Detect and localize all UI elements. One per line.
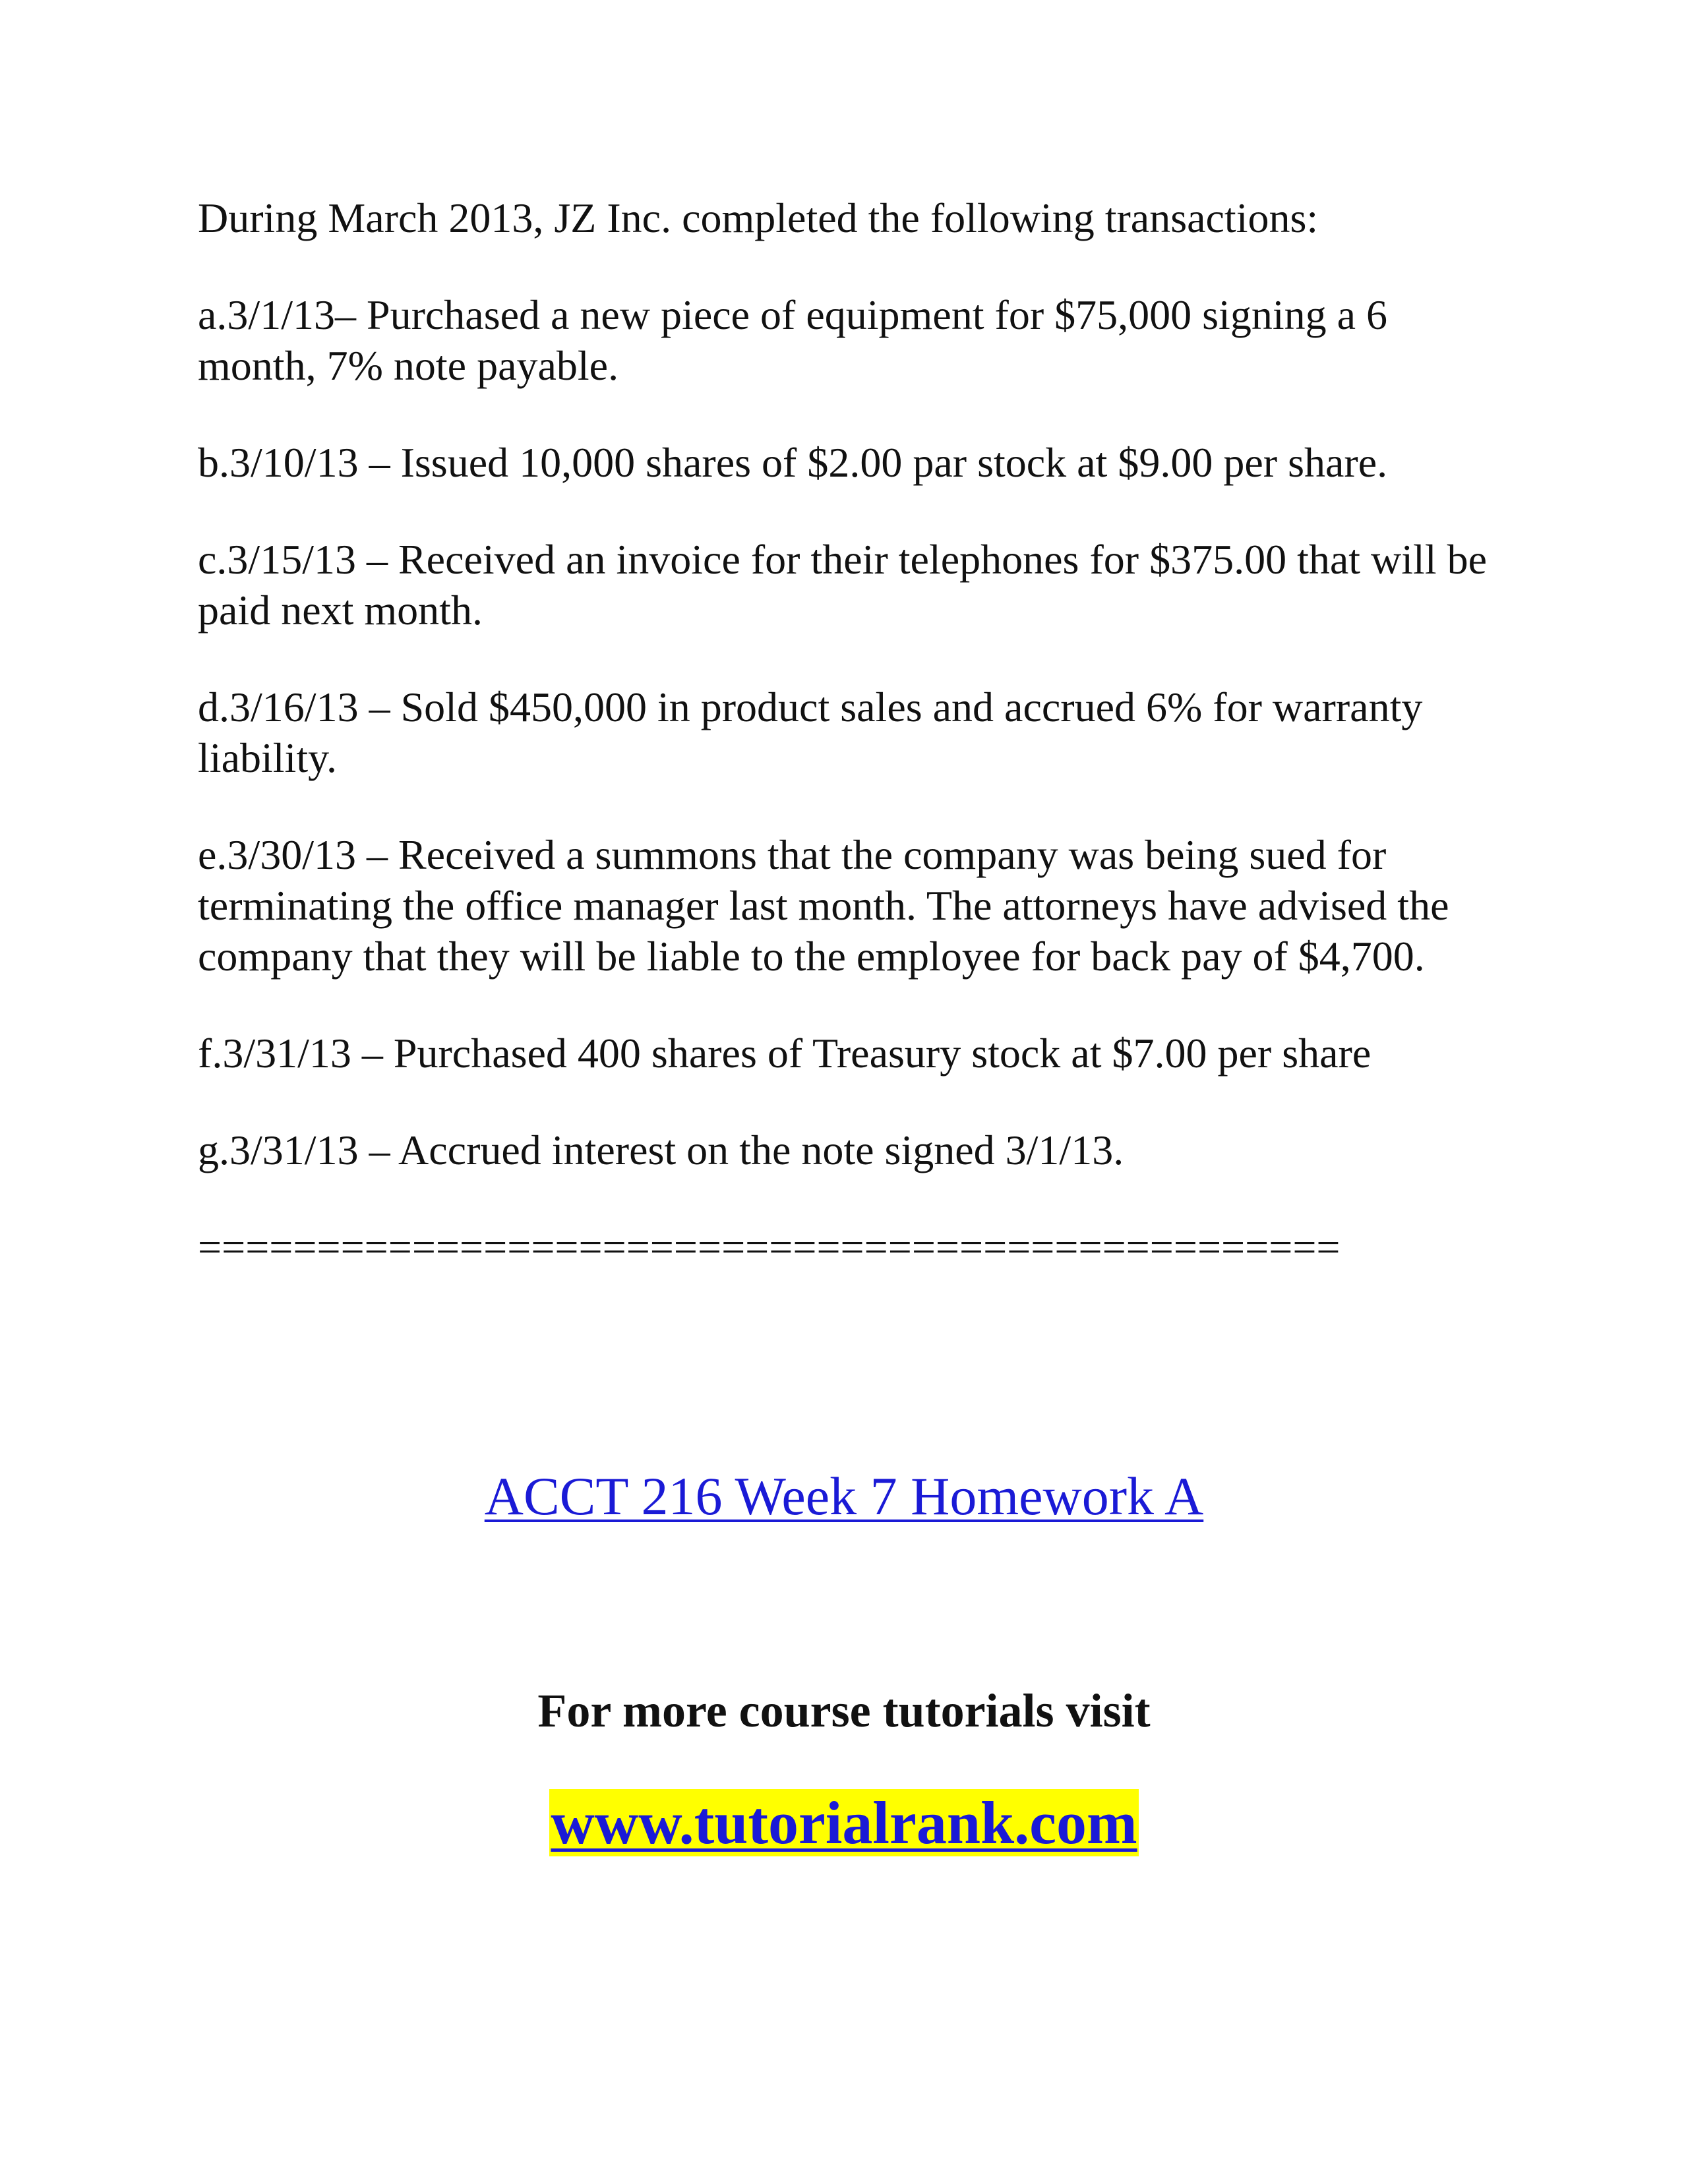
- homework-link[interactable]: ACCT 216 Week 7 Homework A: [484, 1466, 1204, 1526]
- transaction-c: c.3/15/13 – Received an invoice for their telephones for $375.00 that will be paid next month.: [198, 536, 1487, 634]
- site-link[interactable]: www.tutorialrank.com: [551, 1789, 1137, 1856]
- separator-line: ================================================: [198, 1224, 1341, 1270]
- transaction-f: f.3/31/13 – Purchased 400 shares of Treasury stock at $7.00 per share: [198, 1030, 1372, 1077]
- transaction-b: b.3/10/13 – Issued 10,000 shares of $2.00 par stock at $9.00 per share.: [198, 439, 1388, 486]
- intro-paragraph: During March 2013, JZ Inc. completed the following transactions:: [198, 194, 1319, 241]
- site-link-container: [0, 1786, 1688, 1859]
- transaction-g: g.3/31/13 – Accrued interest on the note signed 3/1/13.: [198, 1127, 1124, 1173]
- more-tutorials-heading: For more course tutorials visit: [537, 1684, 1151, 1737]
- homework-link-container: [0, 1463, 1688, 1529]
- document-body: [198, 192, 1503, 1272]
- transaction-a: a.3/1/13– Purchased a new piece of equipment for $75,000 signing a 6 month, 7% note payable.: [198, 291, 1387, 389]
- transaction-d: d.3/16/13 – Sold $450,000 in product sales and accrued 6% for warranty liability.: [198, 684, 1423, 781]
- transaction-e: e.3/30/13 – Received a summons that the company was being sued for terminating the office manager last month. The attorneys have advised the company that they will be liable to the employee for back pay of $4,700.: [198, 831, 1449, 980]
